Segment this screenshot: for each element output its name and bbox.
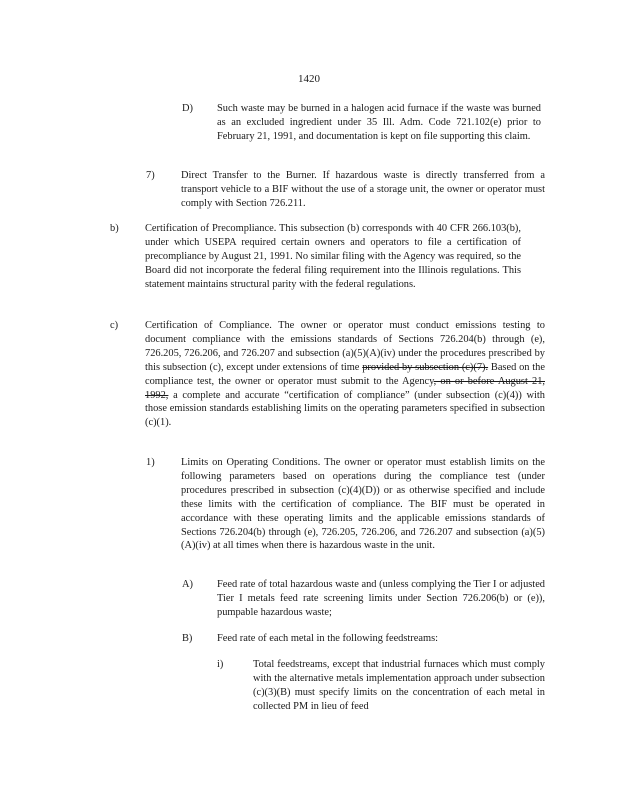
label-c: c)	[110, 320, 119, 331]
label-b: b)	[110, 223, 119, 234]
label-1: 1)	[146, 457, 155, 468]
text-b: Certification of Precompliance. This subsection (b) corresponds with 40 CFR 266.103(b), under which USEPA required certain owners and operators to file a certification of precompliance by August 21, 1991. No similar filing with the Agency was required, so the Board did not incorporate the federal filing requirement into the Illinois regulations. This statement maintains structural parity with the federal regulations.	[145, 223, 522, 290]
text-c-part-2: Based on the compliance test, the owner or operator must submit to the Agency	[145, 361, 545, 387]
label-i: i)	[217, 659, 224, 670]
text-D: Such waste may be burned in a halogen acid furnace if the waste was burned as an excluded ingredient under 35 Ill. Adm. Code 721.102(e) prior to February 21, 1991, and documentation is kept on file supporting this claim.	[217, 103, 541, 142]
text-7: Direct Transfer to the Burner. If hazardous waste is directly transferred from a transport vehicle to a BIF without the use of a storage unit, the owner or operator must comply with Section 726.211.	[181, 170, 545, 209]
text-A: Feed rate of total hazardous waste and (unless complying the Tier I or adjusted Tier I metals feed rate screening limits under Section 726.206(b) or (e)), pumpable hazardous waste;	[217, 579, 545, 618]
label-B: B)	[182, 633, 193, 644]
text-c-part-3: a complete and accurate “certification of compliance” (under subsection (c)(4)) with those emission standards establishing limits on the operating parameters specified in subsection (c)(1).	[145, 389, 545, 429]
text-B: Feed rate of each metal in the following feedstreams:	[217, 633, 439, 644]
text-i: Total feedstreams, except that industrial furnaces which must comply with the alternative metals implementation approach under subsection (c)(3)(B) must specify limits on the concentration of each metal in collected PM in lieu of feed	[253, 659, 545, 712]
text-c-deleted-2: , on or before August 21, 1992,	[145, 375, 545, 401]
page-number: 1420	[298, 73, 320, 85]
text-c-part-1: Certification of Compliance. The owner or operator must conduct emissions testing to document compliance with the emissions standards of Sections 726.204(b) through (e), 726.205, 726.206, and 726.207 and subsection (a)(5)(A)(iv) under the procedures prescribed by this subsection (c), except under extensions of time	[145, 320, 545, 373]
text-c	[145, 319, 545, 430]
label-A: A)	[182, 579, 193, 590]
label-D: D)	[182, 103, 193, 114]
text-c-deleted-1: provided by subsection (c)(7).	[362, 361, 489, 373]
label-7: 7)	[146, 170, 155, 181]
text-1: Limits on Operating Conditions. The owner or operator must establish limits on the following parameters based on operations during the compliance test (under procedures prescribed in subsection (c)(4)(D)) or as otherwise specified and include these limits with the certification of compliance. The BIF must be operated in accordance with these operating limits and the applicable emissions standards of Sections 726.204(b) through (e), 726.205, 726.206, and 726.207 and subsection (a)(5)(A)(iv) at all times when there is hazardous waste in the unit.	[181, 457, 545, 552]
